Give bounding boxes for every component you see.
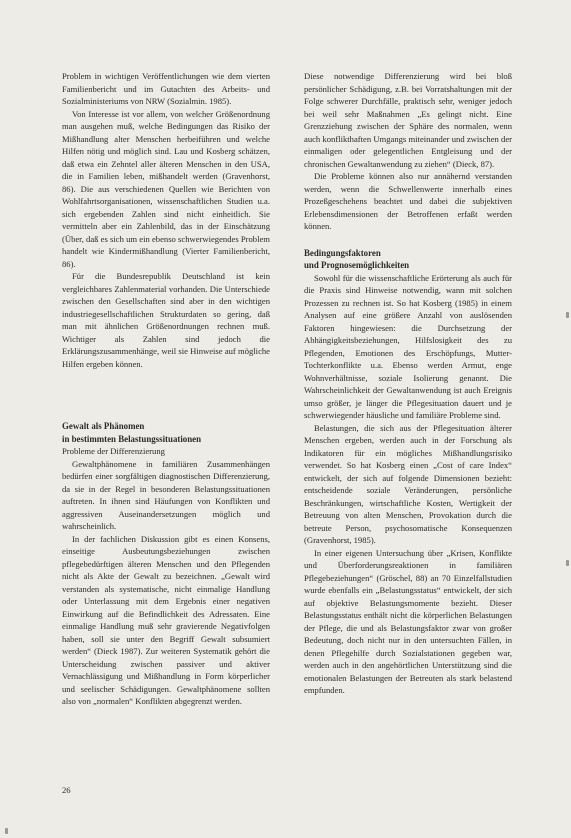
paragraph: Von Interesse ist vor allem, von welcher Größenordnung man ausgehen muß, welche Bedingungen das Risiko der Mißhandlung alter Menschen herbeiführen und welche Hilfen nötig und möglich sind. Lau und Kosberg schätzen, daß etwa ein Zehntel aller älteren Menschen in den USA, die in Familien leben, mißhandelt werden (Gravenhorst, 86). Die aus verschiedenen Quellen wie Berichten von Wohlfahrtsorganisationen, wissenschaftlichen Studien u.a. sich ergebenden Zahlen sind nicht einheitlich. Sie vermitteln aber ein Zahlenbild, das in der Einschätzung (Über, daß es sich um ein ebenso schwerwiegendes Problem handelt wie Kindermißhandlung (Vierter Familienbericht, 86). [62, 108, 270, 269]
section-heading-line1: Bedingungsfaktoren [304, 247, 381, 258]
paragraph: Die Probleme können also nur annähernd verstanden werden, wenn die Schwellenwerte innerhalb eines Prozeßgeschehens beachtet und dabei die subjektiven Erlebensdimensionen der Betroffenen erfaßt werden können. [304, 171, 512, 231]
paragraph: In der fachlichen Diskussion gibt es einen Konsens, einseitige Ausbeutungsbeziehungen zwischen pflegebedürftigen älteren Menschen und den Pflegenden nicht als Akte der Gewalt zu bezeichnen. „Gewalt wird verstanden als systematische, nicht einmalige Handlung oder Unterlassung mit dem Ergebnis einer negativen Einwirkung auf die Befindlichkeit des Adressaten. Eine einmalige Handlung muß sehr gravierende Negativfolgen haben, soll sie unter den Begriff Gewalt subsumiert werden“ (Dieck 1987). Zur weiteren Systematik gehört die Unterscheidung zwischen passiver und aktiver Vernachlässigung und Mißhandlung in Form körperlicher und seelischer Schädigungen. Gewaltphänomene sollten also von „normalen“ Konflikten abgegrenzt werden. [62, 533, 270, 706]
spacer [304, 233, 512, 247]
page-number: 26 [62, 785, 71, 795]
section-heading-line2: in bestimmten Belastungssituationen [62, 433, 202, 444]
subheading: Probleme der Differenzierung [62, 446, 165, 456]
scan-mark [566, 560, 569, 566]
scan-mark [566, 312, 569, 318]
left-column [62, 70, 270, 708]
scan-mark [5, 828, 8, 834]
paragraph: Diese notwendige Differenzierung wird bei bloß persönlicher Schädigung, z.B. bei Vorratshaltungen mit der Folge schwerer Durchfälle, praktisch sehr, weniger jedoch bei weil sehr Maßnahmen „Es gelingt nicht. Eine Grenzziehung zwischen der Sphäre des normalen, wenn auch konflikthaften Umgangs miteinander und zwischen der einmaligen oder gelegentlichen Entgleisung und der chronischen Gewaltanwendung zu ziehen“ (Dieck, 87). [304, 71, 512, 169]
section-heading-line1: Gewalt als Phänomen [62, 421, 145, 431]
paragraph: Problem in wichtigen Veröffentlichungen wie dem vierten Familienbericht und im Gutachten des Arbeits- und Sozialministeriums von NRW (Sozialmin. 1985). [62, 71, 270, 106]
spacer [62, 370, 270, 420]
right-column [304, 70, 512, 697]
paragraph: Gewaltphänomene in familiären Zusammenhängen bedürfen einer sorgfältigen diagnostischen Differenzierung, da sie in der Regel in besonderen Belastungssituationen auftreten. In ihnen sind Häufungen von Konflikten und aggressiven Auseinandersetzungen möglich und wahrscheinlich. [62, 458, 270, 531]
paragraph: Für die Bundesrepublik Deutschland ist kein vergleichbares Zahlenmaterial vorhanden. Die Unterschiede zwischen den Gesellschaften sind aber in den wichtigen industriegesellschaftlichen Strukturdaten so gering, daß man mit ähnlichen Größenordnungen rechnen muß. Wichtiger als Zahlen sind jedoch die Erklärungszusammenhänge, weil sie Hinweise auf mögliche Hilfen ergeben können. [62, 271, 270, 369]
paragraph: In einer eigenen Untersuchung über „Krisen, Konflikte und Überforderungsreaktionen in familiären Pflegebeziehungen“ (Gröschel, 88) an 70 Einzelfallstudien wurde ebenfalls ein „Belastungsstatus“ entwickelt, der sich auf objektive Belastungsmomente bezieht. Dieser Belastungsstatus enthält nicht die körperlichen Belastungen der Pflege, die und als Belastungsfaktor zwar von großer Bedeutung, doch nicht nur in den untersuchten Fällen, in denen Pflegehilfe durch Sozialstationen gegeben war, werden auch in den angehörtlichen Unterstützung sind die emotionalen Belastungen der Betreuten als stark belastend empfunden. [304, 547, 512, 695]
paragraph: Belastungen, die sich aus der Pflegesituation älterer Menschen ergeben, werden auch in der Forschung als Indikatoren für ein mögliches Mißhandlungsrisiko verwendet. So hat Kosberg einen „Cost of care Index“ entwickelt, der sich auf folgende Dimensionen bezieht: entscheidende soziale Veränderungen, persönliche Beschränkungen, wirtschaftliche Kosten, Wertigkeit der Betreuung von alten Menschen, Provokation durch die betreute Person, psychosomatische Konsequenzen (Gravenhorst, 1985). [304, 422, 512, 545]
section-heading-line2: und Prognosemöglichkeiten [304, 260, 410, 270]
paragraph: Sowohl für die wissenschaftliche Erörterung als auch für die Praxis sind Hinweise notwendig, wann mit solchen Prozessen zu rechnen ist. So hat Kosberg (1985) in einem Analysen auf eine größere Anzahl von auslösenden Faktoren hingewiesen: die Durchsetzung der Abhängigkeitsbeziehungen, Hilfslosigkeit des zu Pflegenden, Emotionen des Erschöpfungs, Mutter-Tochterkonflikte u.a. Ebenso werden Armut, enge Wohnverhältnisse, soziale Isolierung genannt. Die Wahrscheinlichkeit der Gewaltanwendung ist auch Ereignis umso größer, je länger die Pflegesituation dauert und je schwerwiegender häusliche und familiäre Probleme sind. [304, 272, 512, 420]
